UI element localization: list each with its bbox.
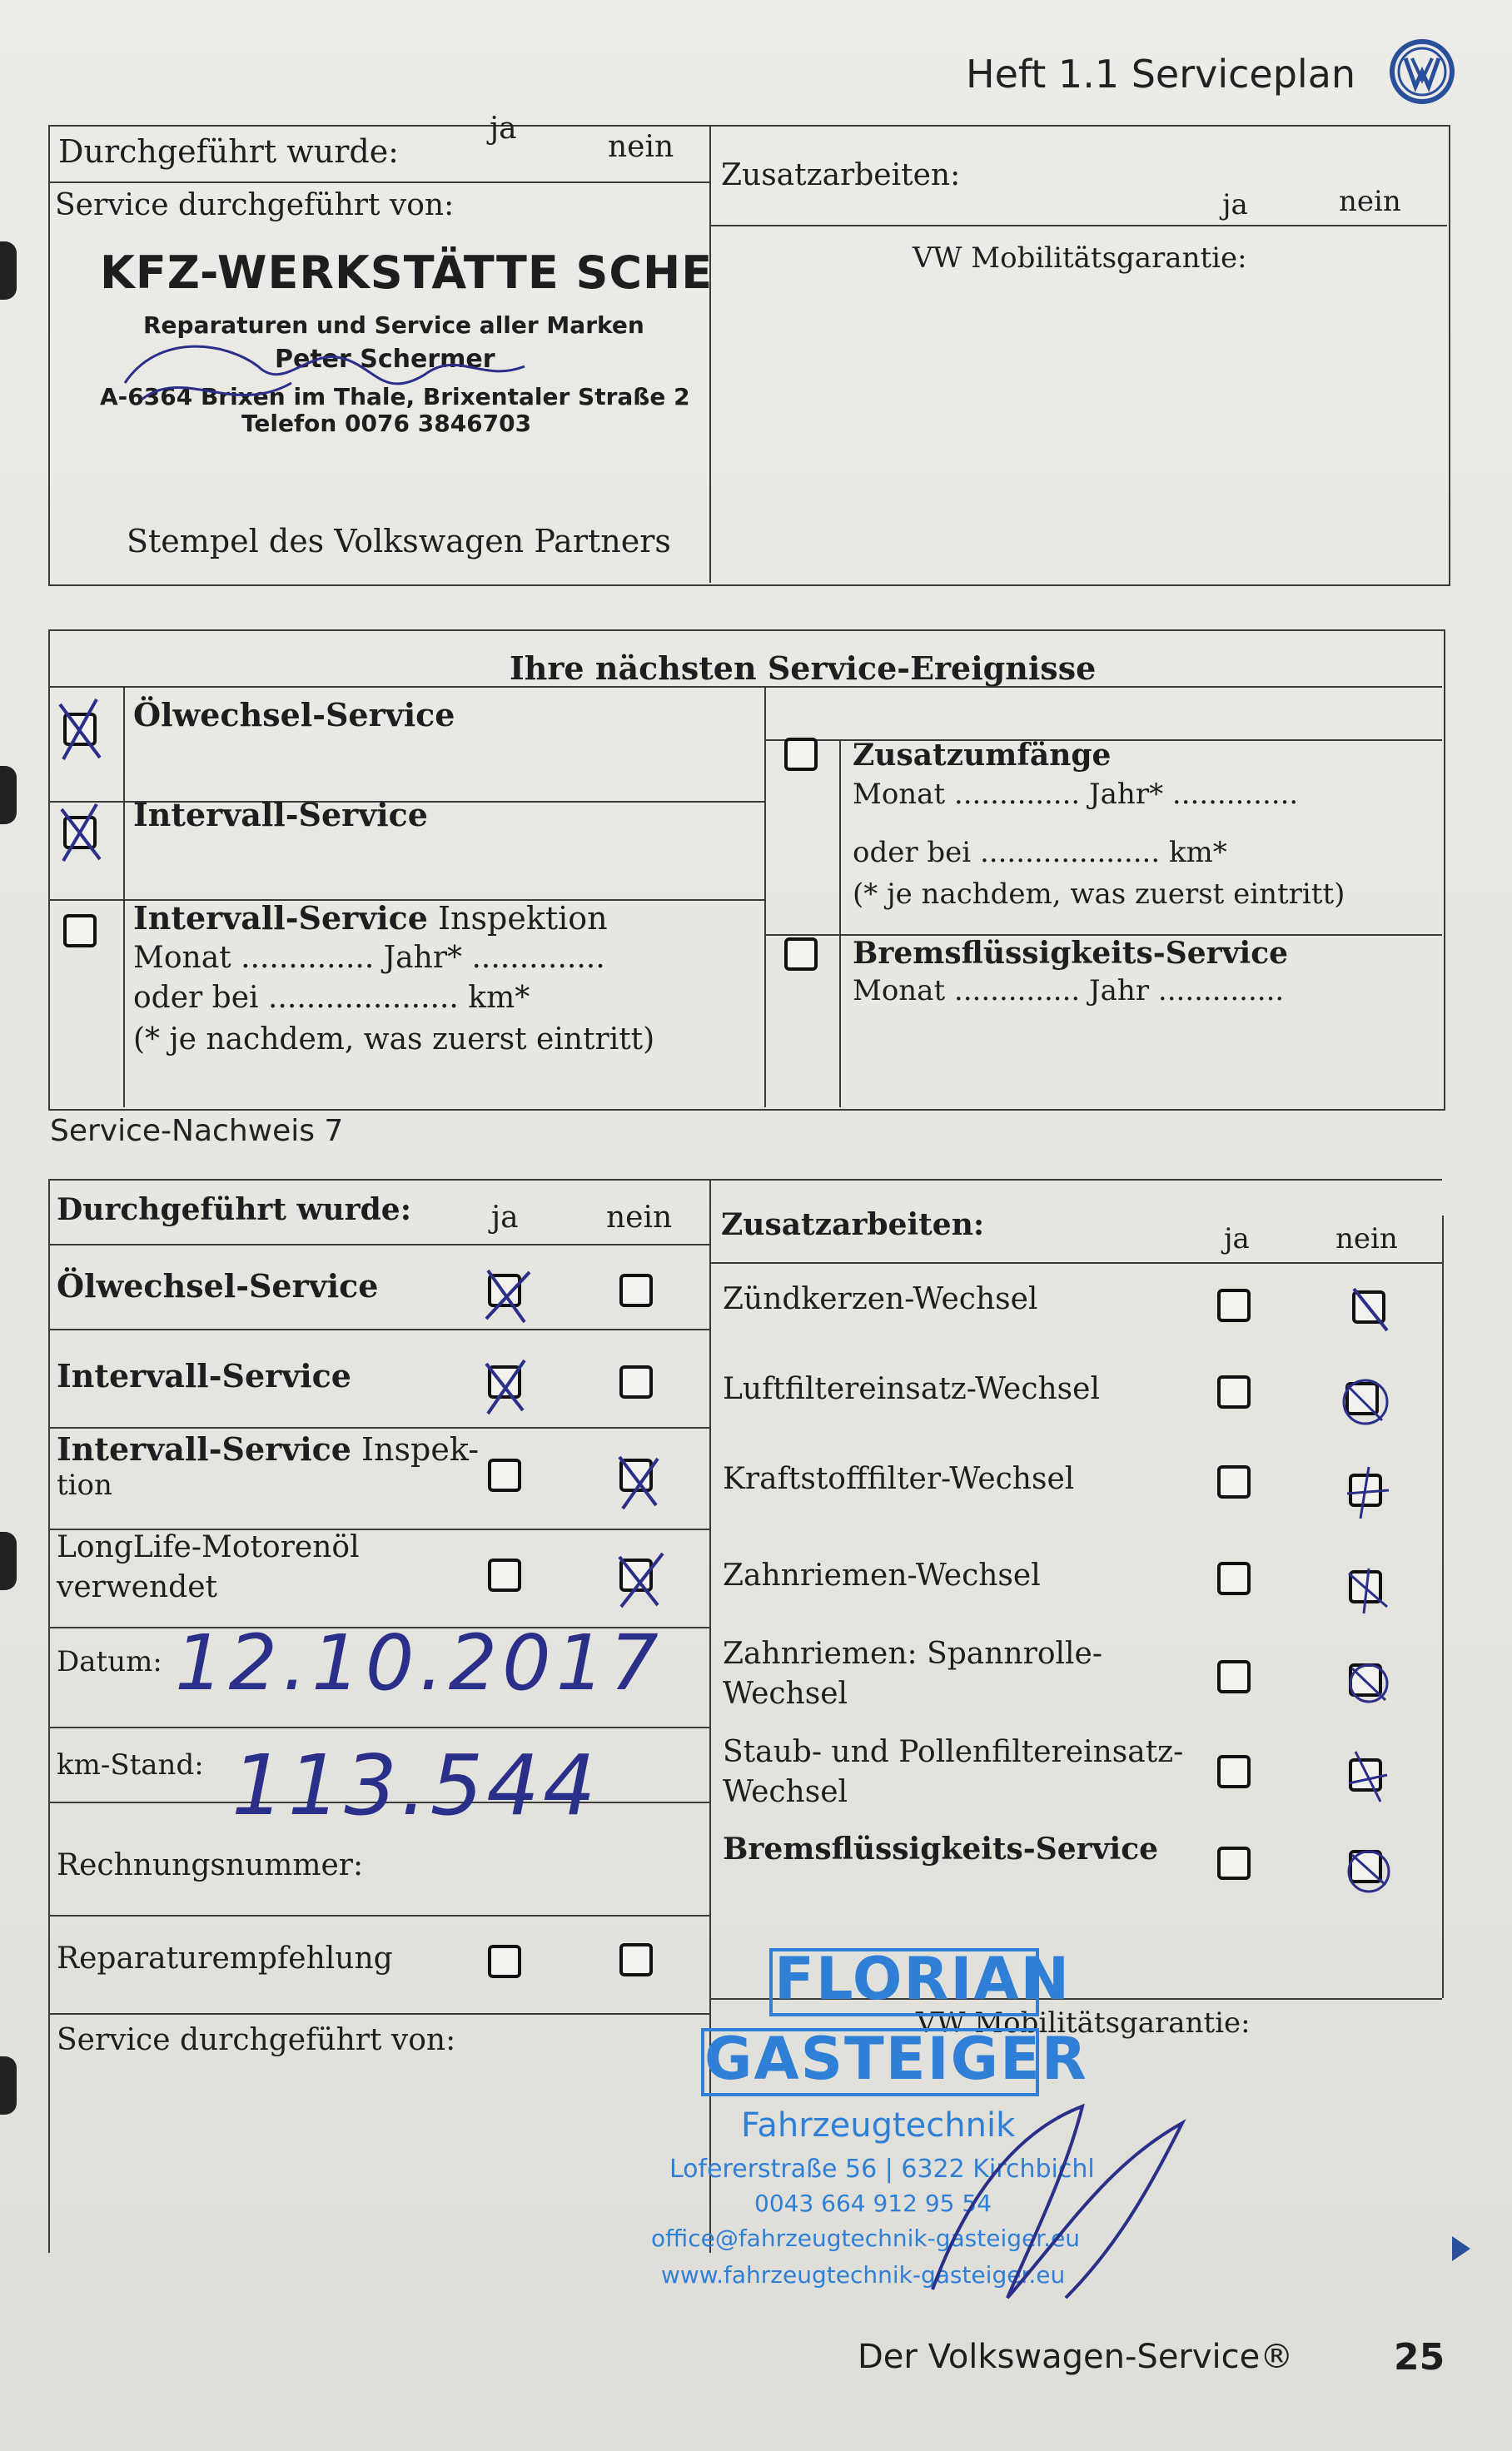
yes-header: ja	[491, 1201, 519, 1235]
extra-item-label: Zahnriemen-Wechsel	[723, 1559, 1041, 1593]
interval-service-no-checkbox[interactable]	[619, 1365, 653, 1399]
longlife-oil-no-checkbox[interactable]	[619, 1559, 653, 1592]
fuel-filter-no-checkbox[interactable]	[1349, 1474, 1382, 1507]
date-label: Datum:	[57, 1645, 162, 1678]
extra-item-label: Zündkerzen-Wechsel	[723, 1282, 1038, 1316]
brake-fluid-yes-checkbox[interactable]	[1217, 1847, 1251, 1880]
extra-item-label: Kraftstofffilter-Wechsel	[723, 1462, 1075, 1496]
extra-yes-header: ja	[1222, 188, 1248, 221]
spark-plug-no-checkbox[interactable]	[1352, 1290, 1385, 1324]
air-filter-yes-checkbox[interactable]	[1217, 1375, 1251, 1409]
binder-hole	[0, 1532, 17, 1590]
label-bold: Intervall-Service	[133, 899, 428, 937]
tensioner-yes-checkbox[interactable]	[1217, 1660, 1251, 1693]
spark-plug-yes-checkbox[interactable]	[1217, 1289, 1251, 1322]
date-value[interactable]: 12.10.2017	[175, 1618, 664, 1708]
km-value[interactable]: 113.544	[231, 1737, 599, 1834]
vw-logo-icon	[1389, 38, 1455, 105]
extra-item-label-cont: Wechsel	[723, 1775, 848, 1809]
extras-checkbox[interactable]	[784, 738, 818, 771]
pollen-filter-yes-checkbox[interactable]	[1217, 1755, 1251, 1788]
brake-fluid-month-line: Monat .............. Jahr ..............	[853, 974, 1285, 1007]
mobility-guarantee-label: VW Mobilitätsgarantie:	[913, 241, 1247, 275]
stamp-line: Telefon 0076 3846703	[241, 410, 532, 437]
extra-work-label: Zusatzarbeiten:	[721, 158, 961, 192]
tensioner-no-checkbox[interactable]	[1349, 1663, 1382, 1697]
interval-inspection-label	[133, 899, 608, 937]
oil-service-label: Ölwechsel-Service	[57, 1267, 379, 1305]
invoice-number-label: Rechnungsnummer:	[57, 1848, 364, 1882]
oil-service-label: Ölwechsel-Service	[133, 696, 455, 733]
brake-fluid-no-checkbox[interactable]	[1349, 1850, 1382, 1883]
repair-recommendation-label: Reparaturempfehlung	[57, 1941, 393, 1976]
signature-icon	[899, 2098, 1199, 2314]
extras-note-line: (* je nachdem, was zuerst eintritt)	[853, 877, 1345, 911]
interval-inspection-yes-checkbox[interactable]	[488, 1459, 521, 1492]
pollen-filter-no-checkbox[interactable]	[1349, 1758, 1382, 1792]
interval-inspection-label-cont: tion	[57, 1469, 112, 1502]
longlife-oil-yes-checkbox[interactable]	[488, 1559, 521, 1592]
no-header: nein	[606, 1201, 673, 1235]
extra-work-label: Zusatzarbeiten:	[721, 1207, 985, 1242]
extra-yes-header: ja	[1224, 1222, 1250, 1255]
stamp-line: office@fahrzeugtechnik-gasteiger.eu	[651, 2225, 1081, 2252]
interval-service-label: Intervall-Service	[57, 1357, 351, 1395]
extra-item-label: Bremsflüssigkeits-Service	[723, 1832, 1159, 1867]
binder-hole	[0, 766, 17, 824]
stamp-line: Peter Schermer	[275, 345, 495, 374]
yes-header: ja	[490, 112, 517, 146]
next-page-arrow-icon[interactable]	[1450, 2235, 1472, 2263]
service-by-label: Service durchgeführt von:	[55, 188, 455, 222]
performed-label: Durchgeführt wurde:	[58, 133, 399, 170]
stamp-line: Lofererstraße 56 | 6322 Kirchbichl	[669, 2155, 1095, 2184]
binder-hole	[0, 241, 17, 300]
signature-icon	[108, 316, 541, 433]
footer-brand: Der Volkswagen-Service®	[858, 2338, 1294, 2376]
interval-service-checkbox[interactable]	[63, 816, 97, 849]
brake-fluid-checkbox[interactable]	[784, 937, 818, 971]
brake-fluid-title: Bremsflüssigkeits-Service	[853, 936, 1289, 971]
partner-stamp-label: Stempel des Volkswagen Partners	[127, 523, 671, 559]
fuel-filter-yes-checkbox[interactable]	[1217, 1465, 1251, 1499]
extra-no-header: nein	[1339, 185, 1401, 218]
repair-recommendation-yes-checkbox[interactable]	[488, 1945, 521, 1978]
longlife-oil-label: LongLife-Motorenöl	[57, 1530, 360, 1564]
timing-belt-no-checkbox[interactable]	[1349, 1570, 1382, 1603]
interval-inspection-checkbox[interactable]	[63, 914, 97, 947]
stamp-line: GASTEIGER	[704, 2025, 1088, 2093]
proof-title: Service-Nachweis 7	[50, 1114, 344, 1148]
longlife-oil-label-cont: verwendet	[57, 1570, 217, 1604]
stamp-line: Reparaturen und Service aller Marken	[143, 311, 644, 339]
stamp-line: Fahrzeugtechnik	[741, 2106, 1016, 2145]
timing-belt-yes-checkbox[interactable]	[1217, 1562, 1251, 1595]
extras-month-line: Monat .............. Jahr* ..............	[853, 778, 1299, 811]
performed-label: Durchgeführt wurde:	[57, 1192, 411, 1227]
km-label: km-Stand:	[57, 1748, 204, 1782]
oil-service-yes-checkbox[interactable]	[488, 1274, 521, 1307]
extras-title: Zusatzumfänge	[853, 738, 1112, 773]
stamp-line: 0043 664 912 95 54	[754, 2190, 992, 2217]
interval-service-yes-checkbox[interactable]	[488, 1365, 521, 1399]
extra-no-header: nein	[1335, 1222, 1398, 1255]
label-bold: Intervall-Service	[57, 1430, 351, 1468]
extra-item-label: Luftfiltereinsatz-Wechsel	[723, 1372, 1100, 1406]
section-title: Ihre nächsten Service-Ereignisse	[510, 649, 1097, 687]
stamp-line: KFZ-WERKSTÄTTE SCHE	[100, 246, 714, 299]
repair-recommendation-no-checkbox[interactable]	[619, 1943, 653, 1976]
stamp-line: FLORIAN	[774, 1945, 1072, 2013]
month-year-line: Monat .............. Jahr* ..............	[133, 941, 605, 975]
interval-inspection-label	[57, 1430, 479, 1468]
interval-inspection-no-checkbox[interactable]	[619, 1459, 653, 1492]
no-header: nein	[608, 130, 674, 164]
extra-item-label-cont: Wechsel	[723, 1677, 848, 1711]
label-rest: Inspek-	[351, 1431, 480, 1468]
km-line: oder bei .................... km*	[133, 981, 530, 1015]
extra-item-label: Staub- und Pollenfiltereinsatz-	[723, 1735, 1184, 1769]
service-by-label: Service durchgeführt von:	[57, 2023, 456, 2057]
label-rest: Inspektion	[427, 900, 608, 937]
air-filter-no-checkbox[interactable]	[1345, 1382, 1379, 1415]
oil-service-no-checkbox[interactable]	[619, 1274, 653, 1307]
extra-item-label: Zahnriemen: Spannrolle-	[723, 1637, 1102, 1671]
extras-km-line: oder bei .................... km*	[853, 836, 1227, 869]
oil-service-checkbox[interactable]	[63, 713, 97, 746]
page-title: Heft 1.1 Serviceplan	[966, 52, 1356, 97]
stamp-line: A-6364 Brixen im Thale, Brixentaler Straße 2	[100, 383, 690, 410]
binder-hole	[0, 2056, 17, 2115]
mobility-guarantee-label: VW Mobilitätsgarantie:	[916, 2006, 1251, 2040]
stamp-line: www.fahrzeugtechnik-gasteiger.eu	[661, 2261, 1066, 2289]
note-line: (* je nachdem, was zuerst eintritt)	[133, 1022, 655, 1056]
page-number: 25	[1394, 2336, 1445, 2379]
interval-service-label: Intervall-Service	[133, 796, 428, 833]
